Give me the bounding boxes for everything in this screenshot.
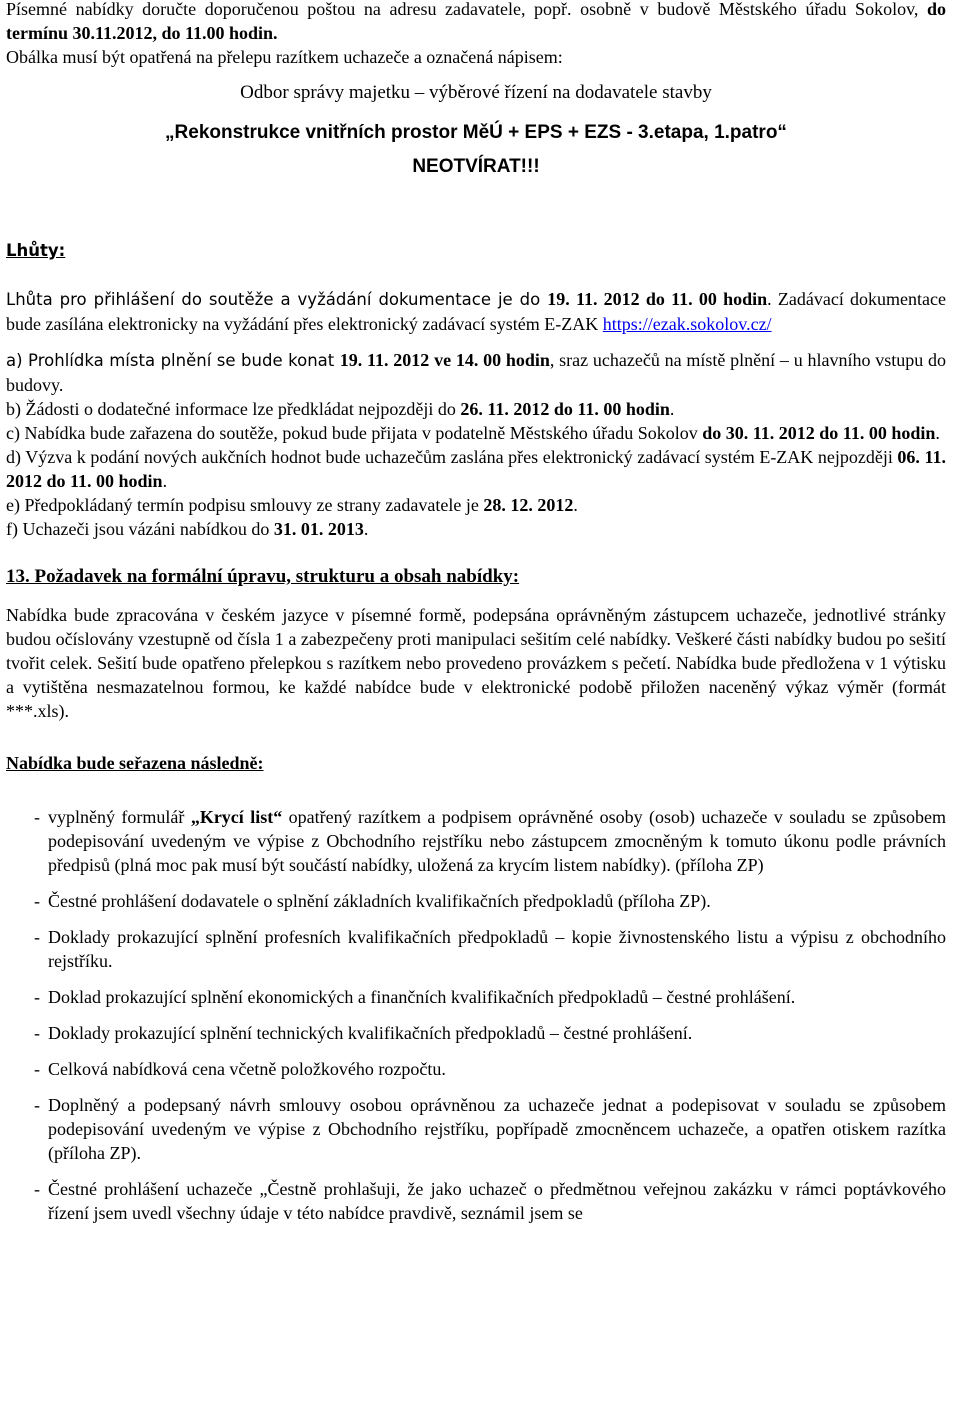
deadline-item-post: .: [573, 495, 578, 515]
envelope-project-title: „Rekonstrukce vnitřních prostor MěÚ + EPS + EZS - 3.etapa, 1.patro“: [165, 122, 787, 143]
deadline-item-date: 31. 01. 2013: [273, 519, 364, 539]
list-item-text: Doklady prokazující splnění technických kvalifikačních předpokladů – čestné prohlášení.: [48, 1023, 693, 1043]
list-dash: -: [34, 987, 40, 1007]
deadline-item: [6, 445, 946, 493]
deadline-item-text: a) Prohlídka místa plnění se bude konat: [6, 351, 340, 370]
order-list: [6, 805, 946, 1225]
list-item-text: Doklady prokazující splnění profesních kvalifikačních předpokladů – kopie živnostenského listu a výpisu z obchodního rejstříku.: [48, 927, 946, 971]
list-item-text: Doklad prokazující splnění ekonomických a finančních kvalifikačních předpokladů – čestné prohlášení.: [48, 987, 796, 1007]
list-dash: -: [34, 807, 40, 827]
list-dash: -: [34, 1179, 40, 1199]
list-dash: -: [34, 1059, 40, 1079]
deadline-item-date: 28. 12. 2012: [483, 495, 574, 515]
list-item: [6, 1057, 946, 1081]
envelope-instruction: Obálka musí být opatřená na přelepu razítkem uchazeče a označená nápisem:: [6, 47, 563, 67]
deadline-item-date: do 30. 11. 2012 do 11. 00 hodin: [702, 423, 936, 443]
list-item-bold: „Krycí list“: [190, 807, 283, 827]
list-item: [6, 805, 946, 877]
list-item-text: Doplněný a podepsaný návrh smlouvy osobou oprávněnou za uchazeče jednat a podepisovat v souladu se způsobem podepisování uvedeným ve výpise z Obchodního rejstříku, popřípadě zmocněncem uchazeče, a opatřen otiskem razítka (příloha ZP).: [48, 1095, 946, 1163]
list-item: [6, 925, 946, 973]
list-item: [6, 1093, 946, 1165]
list-item: [6, 985, 946, 1009]
intro-text: Písemné nabídky doručte doporučenou poštou na adresu zadavatele, popř. osobně v budově Městského úřadu Sokolov,: [6, 0, 927, 19]
list-item-text: Čestné prohlášení dodavatele o splnění základních kvalifikačních předpokladů (příloha ZP).: [48, 891, 711, 911]
list-item: [6, 1021, 946, 1045]
deadlines-intro-date: 19. 11. 2012 do 11. 00 hodin: [547, 289, 768, 309]
deadline-item: [6, 397, 946, 421]
deadlines-intro: [6, 287, 946, 336]
deadline-item-date: 19. 11. 2012 ve 14. 00 hodin: [339, 350, 550, 370]
ezak-link[interactable]: https://ezak.sokolov.cz/: [602, 314, 772, 334]
list-item-text: Čestné prohlášení uchazeče „Čestně prohlašuji, že jako uchazeč o předmětnou veřejnou zakázku v rámci poptávkového řízení jsem uvedl všechny údaje v této nabídce pravdivě, seznámil jsem se: [48, 1179, 946, 1223]
envelope-warning: NEOTVÍRAT!!!: [412, 156, 540, 177]
deadline-item: [6, 493, 946, 517]
deadline-item-post: .: [669, 399, 675, 419]
deadline-item-post: , sraz uchazečů na místě plnění – u hlavního vstupu do budovy.: [6, 350, 946, 395]
deadline-item-text: d) Výzva k podání nových aukčních hodnot bude uchazečům zaslána přes elektronický zadávací systém E-ZAK nejpozději: [6, 447, 898, 467]
list-item-text: vyplněný formulář: [48, 807, 191, 827]
deadline-item-text: e) Předpokládaný termín podpisu smlouvy ze strany zadavatele je: [6, 495, 484, 515]
list-item: [6, 889, 946, 913]
list-dash: -: [34, 1095, 40, 1115]
list-item-post: opatřený razítkem a podpisem oprávněné osoby (osob) uchazeče v souladu se způsobem podepisování uvedeným ve výpise z Obchodního rejstříku nebo zástupcem zmocněným k tomuto úkonu podle právních předpisů (plná moc pak musí být součástí nabídky, uložená za krycím listem nabídky). (příloha ZP): [48, 807, 947, 875]
deadline-item-post: .: [363, 519, 369, 539]
deadlines-intro-text: Lhůta pro přihlášení do soutěže a vyžádání dokumentace je do: [6, 290, 548, 309]
deadline-item: [6, 348, 946, 397]
section-13-heading: 13. Požadavek na formální úpravu, strukturu a obsah nabídky:: [6, 566, 520, 587]
deadline-item: [6, 421, 946, 445]
intro-deadline: do termínu 30.11.2012, do 11.00 hodin.: [6, 0, 946, 43]
deadline-item-date: 26. 11. 2012 do 11. 00 hodin: [460, 399, 670, 419]
envelope-department: Odbor správy majetku – výběrové řízení na dodavatele stavby: [240, 82, 712, 103]
deadline-item: [6, 517, 946, 541]
section-13-paragraph: Nabídka bude zpracována v českém jazyce v písemné formě, podepsána oprávněným zástupcem uchazeče, jednotlivé stránky budou očíslovány vzestupně od čísla 1 a zabezpečeny proti manipulaci sešitím celé nabídky. Veškeré části nabídky budou po sešití tvořit celek. Sešití bude opatřeno přelepkou s razítkem nebo provedeno provázkem s pečetí. Nabídka bude předložena v 1 výtisku a vytištěna nesmazatelnou formou, ke každé nabídce bude v elektronické podobě přiložen naceněný výkaz výměr (formát ***.xls).: [6, 605, 946, 721]
deadlines-heading: Lhůty:: [6, 241, 66, 260]
deadline-item-text: c) Nabídka bude zařazena do soutěže, pokud bude přijata v podatelně Městského úřadu Sokolov: [6, 423, 703, 443]
list-item-text: Celková nabídková cena včetně položkového rozpočtu.: [48, 1059, 446, 1079]
intro-paragraph: [6, 0, 946, 45]
deadline-item-date: 06. 11. 2012 do 11. 00 hodin: [6, 447, 946, 491]
deadline-item-post: .: [935, 423, 940, 443]
list-dash: -: [34, 891, 40, 911]
order-heading: Nabídka bude seřazena následně:: [6, 753, 264, 773]
deadlines-list: [6, 348, 946, 541]
list-dash: -: [34, 927, 40, 947]
deadline-item-post: .: [162, 471, 168, 491]
list-item: [6, 1177, 946, 1225]
deadline-item-text: f) Uchazeči jsou vázáni nabídkou do: [6, 519, 274, 539]
list-dash: -: [34, 1023, 40, 1043]
deadline-item-text: b) Žádosti o dodatečné informace lze předkládat nejpozději do: [6, 399, 461, 419]
deadlines-intro-post: . Zadávací dokumentace bude zasílána elektronicky na vyžádání přes elektronický zadávací systém E-ZAK: [6, 289, 947, 334]
